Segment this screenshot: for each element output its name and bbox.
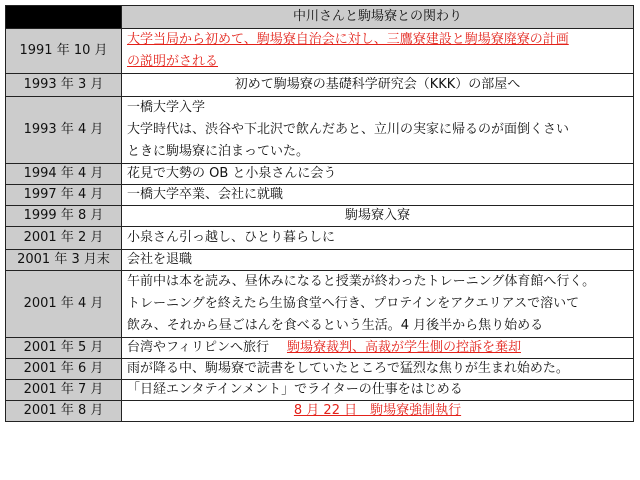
event-line: トレーニングを終えたら生協食堂へ行き、プロテインをアクエリアスで溶いて — [127, 296, 580, 311]
event-line: 午前中は本を読み、昼休みになると授業が終わったトレーニング体育館へ行く。 — [127, 274, 596, 289]
event-line: 大学当局から初めて、駒場寮自治会に対し、三鷹寮建設と駒場寮廃寮の計画 — [127, 32, 569, 47]
table-row — [6, 74, 634, 97]
event-cell: 一橋大学卒業、会社に就職 — [122, 185, 634, 206]
event-line: 飲み、それから昼ごはんを食べるという生活。4 月後半から焦り始める — [127, 318, 544, 333]
event-cell — [122, 338, 634, 359]
event-cell: 8 月 22 日 駒場寮強制執行 — [122, 401, 634, 422]
date-cell: 1994 年 4 月 — [6, 164, 122, 185]
event-line: 大学時代は、渋谷や下北沢で飲んだあと、立川の実家に帰るのが面倒くさい — [127, 122, 570, 137]
date-cell: 1999 年 8 月 — [6, 206, 122, 227]
event-cell: 「日経エンタテインメント」でライターの仕事をはじめる — [122, 380, 634, 401]
table-row — [6, 97, 634, 164]
event-text: 台湾やフィリピンへ旅行 — [127, 340, 269, 355]
event-cell: 雨が降る中、駒場寮で読書をしていたところで猛烈な焦りが生まれ始めた。 — [122, 359, 634, 380]
date-cell: 2001 年 6 月 — [6, 359, 122, 380]
event-cell — [122, 29, 634, 74]
timeline-table — [5, 5, 634, 422]
event-cell: 駒場寮入寮 — [122, 206, 634, 227]
date-cell: 2001 年 4 月 — [6, 271, 122, 338]
event-line: の説明がされる — [127, 54, 219, 69]
date-cell: 2001 年 3 月末 — [6, 250, 122, 271]
table-row — [6, 227, 634, 250]
table-row — [6, 338, 634, 359]
table-row — [6, 185, 634, 206]
header-corner-cell — [6, 6, 122, 29]
date-cell: 2001 年 8 月 — [6, 401, 122, 422]
event-line: 一橋大学入学 — [127, 100, 206, 115]
event-cell: 花見で大勢の OB と小泉さんに会う — [122, 164, 634, 185]
date-cell: 1993 年 3 月 — [6, 74, 122, 97]
event-line: ときに駒場寮に泊まっていた。 — [127, 144, 310, 159]
table-row — [6, 250, 634, 271]
date-cell: 1991 年 10 月 — [6, 29, 122, 74]
event-cell: 会社を退職 — [122, 250, 634, 271]
table-title: 中川さんと駒場寮との関わり — [122, 6, 634, 29]
table-row — [6, 401, 634, 422]
table-row — [6, 380, 634, 401]
date-cell: 2001 年 2 月 — [6, 227, 122, 250]
event-cell: 小泉さん引っ越し、ひとり暮らしに — [122, 227, 634, 250]
date-cell: 2001 年 7 月 — [6, 380, 122, 401]
event-cell — [122, 97, 634, 164]
date-cell: 1997 年 4 月 — [6, 185, 122, 206]
date-cell: 2001 年 5 月 — [6, 338, 122, 359]
table-row — [6, 29, 634, 74]
table-row — [6, 164, 634, 185]
table-row — [6, 271, 634, 338]
header-row — [6, 6, 634, 29]
event-highlight: 駒場寮裁判、高裁が学生側の控訴を棄却 — [286, 340, 521, 355]
date-cell: 1993 年 4 月 — [6, 97, 122, 164]
event-cell: 初めて駒場寮の基礎科学研究会（KKK）の部屋へ — [122, 74, 634, 97]
table-row — [6, 359, 634, 380]
table-row — [6, 206, 634, 227]
event-cell — [122, 271, 634, 338]
